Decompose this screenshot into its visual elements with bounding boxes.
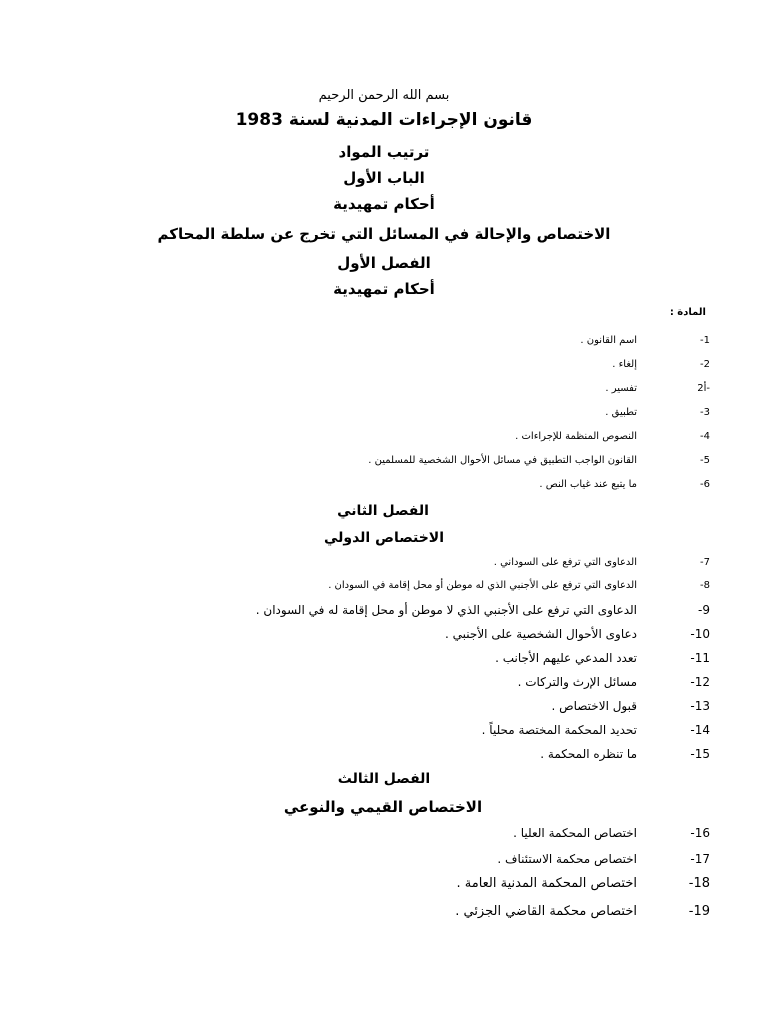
article-title: الدعاوى التي ترفع على الأجنبي الذي لا موطن أو محل إقامة له في السودان .: [255, 603, 637, 617]
preliminary-title-1: أحكام تمهيدية: [333, 195, 435, 213]
article-title: اختصاص محكمة القاضي الجزئي .: [455, 904, 637, 919]
article-number: -6: [700, 479, 710, 490]
article-number: -3: [700, 407, 710, 418]
book-title: الباب الأول: [343, 169, 425, 187]
article-number: -17: [690, 852, 710, 866]
article-title: قبول الاختصاص .: [551, 699, 637, 713]
article-title: اختصاص المحكمة العليا .: [513, 826, 637, 840]
article-number: -4: [700, 431, 710, 442]
list-item: [0, 407, 768, 427]
list-item: [0, 383, 768, 403]
article-number: -2: [700, 359, 710, 370]
article-title: اختصاص محكمة الاستئناف .: [497, 852, 637, 866]
list-item: [0, 455, 768, 475]
article-number: -9: [698, 603, 710, 617]
article-number: -14: [690, 723, 710, 737]
article-number: -13: [690, 699, 710, 713]
list-item: [0, 359, 768, 379]
list-item: [0, 557, 768, 577]
article-title: تعدد المدعي عليهم الأجانب .: [495, 651, 637, 665]
article-title: النصوص المنظمة للإجراءات .: [515, 431, 637, 442]
article-title: القانون الواجب التطبيق في مسائل الأحوال الشخصية للمسلمين .: [368, 455, 637, 466]
article-number: -11: [690, 651, 710, 665]
law-title: قانون الإجراءات المدنية لسنة 1983: [235, 110, 533, 130]
article-title: دعاوى الأحوال الشخصية على الأجنبي .: [445, 627, 637, 641]
article-number: -18: [688, 876, 710, 891]
list-item: [0, 904, 768, 924]
list-item: [0, 723, 768, 743]
article-number: -5: [700, 455, 710, 466]
jurisdiction-title: الاختصاص والإحالة في المسائل التي تخرج عن سلطة المحاكم: [157, 225, 611, 243]
list-item: [0, 747, 768, 767]
order-title: ترتيب المواد: [338, 143, 430, 161]
list-item: [0, 627, 768, 647]
article-number: -15: [690, 747, 710, 761]
article-title: ما تنظره المحكمة .: [540, 747, 637, 761]
article-number: -16: [690, 826, 710, 840]
article-title: تطبيق .: [605, 407, 637, 418]
list-item: [0, 335, 768, 355]
article-number: 2أ-: [697, 383, 710, 394]
list-item: [0, 431, 768, 451]
article-title: ما يتبع عند غياب النص .: [539, 479, 637, 490]
list-item: [0, 852, 768, 872]
chapter-2-title: الفصل الثاني: [337, 503, 429, 519]
article-number: -19: [688, 904, 710, 919]
basmala: بسم الله الرحمن الرحيم: [318, 88, 450, 103]
article-title: الدعاوى التي ترفع على الأجنبي الذي له موطن أو محل إقامة في السودان .: [328, 580, 637, 591]
chapter-1-title: الفصل الأول: [337, 254, 431, 272]
list-item: [0, 651, 768, 671]
article-title: إلغاء .: [612, 359, 637, 370]
article-header: المادة :: [669, 307, 706, 318]
list-item: [0, 479, 768, 499]
article-title: اسم القانون .: [580, 335, 637, 346]
article-title: اختصاص المحكمة المدنية العامة .: [456, 876, 637, 891]
list-item: [0, 876, 768, 896]
chapter-3-title: الفصل الثالث: [337, 771, 431, 787]
list-item: [0, 603, 768, 623]
article-title: الدعاوى التي ترفع على السوداني .: [493, 557, 637, 568]
article-number: -7: [700, 557, 710, 568]
article-title: تفسير .: [605, 383, 637, 394]
article-number: -8: [700, 580, 710, 591]
preliminary-title-2: أحكام تمهيدية: [333, 280, 435, 298]
list-item: [0, 675, 768, 695]
article-number: -10: [690, 627, 710, 641]
article-title: مسائل الإرث والتركات .: [517, 675, 637, 689]
article-title: تحديد المحكمة المختصة محلياً .: [481, 723, 637, 737]
list-item: [0, 826, 768, 846]
article-number: -1: [700, 335, 710, 346]
international-jurisdiction-title: الاختصاص الدولي: [323, 530, 445, 546]
article-number: -12: [690, 675, 710, 689]
list-item: [0, 699, 768, 719]
list-item: [0, 580, 768, 600]
value-jurisdiction-title: الاختصاص القيمي والنوعي: [283, 798, 483, 816]
